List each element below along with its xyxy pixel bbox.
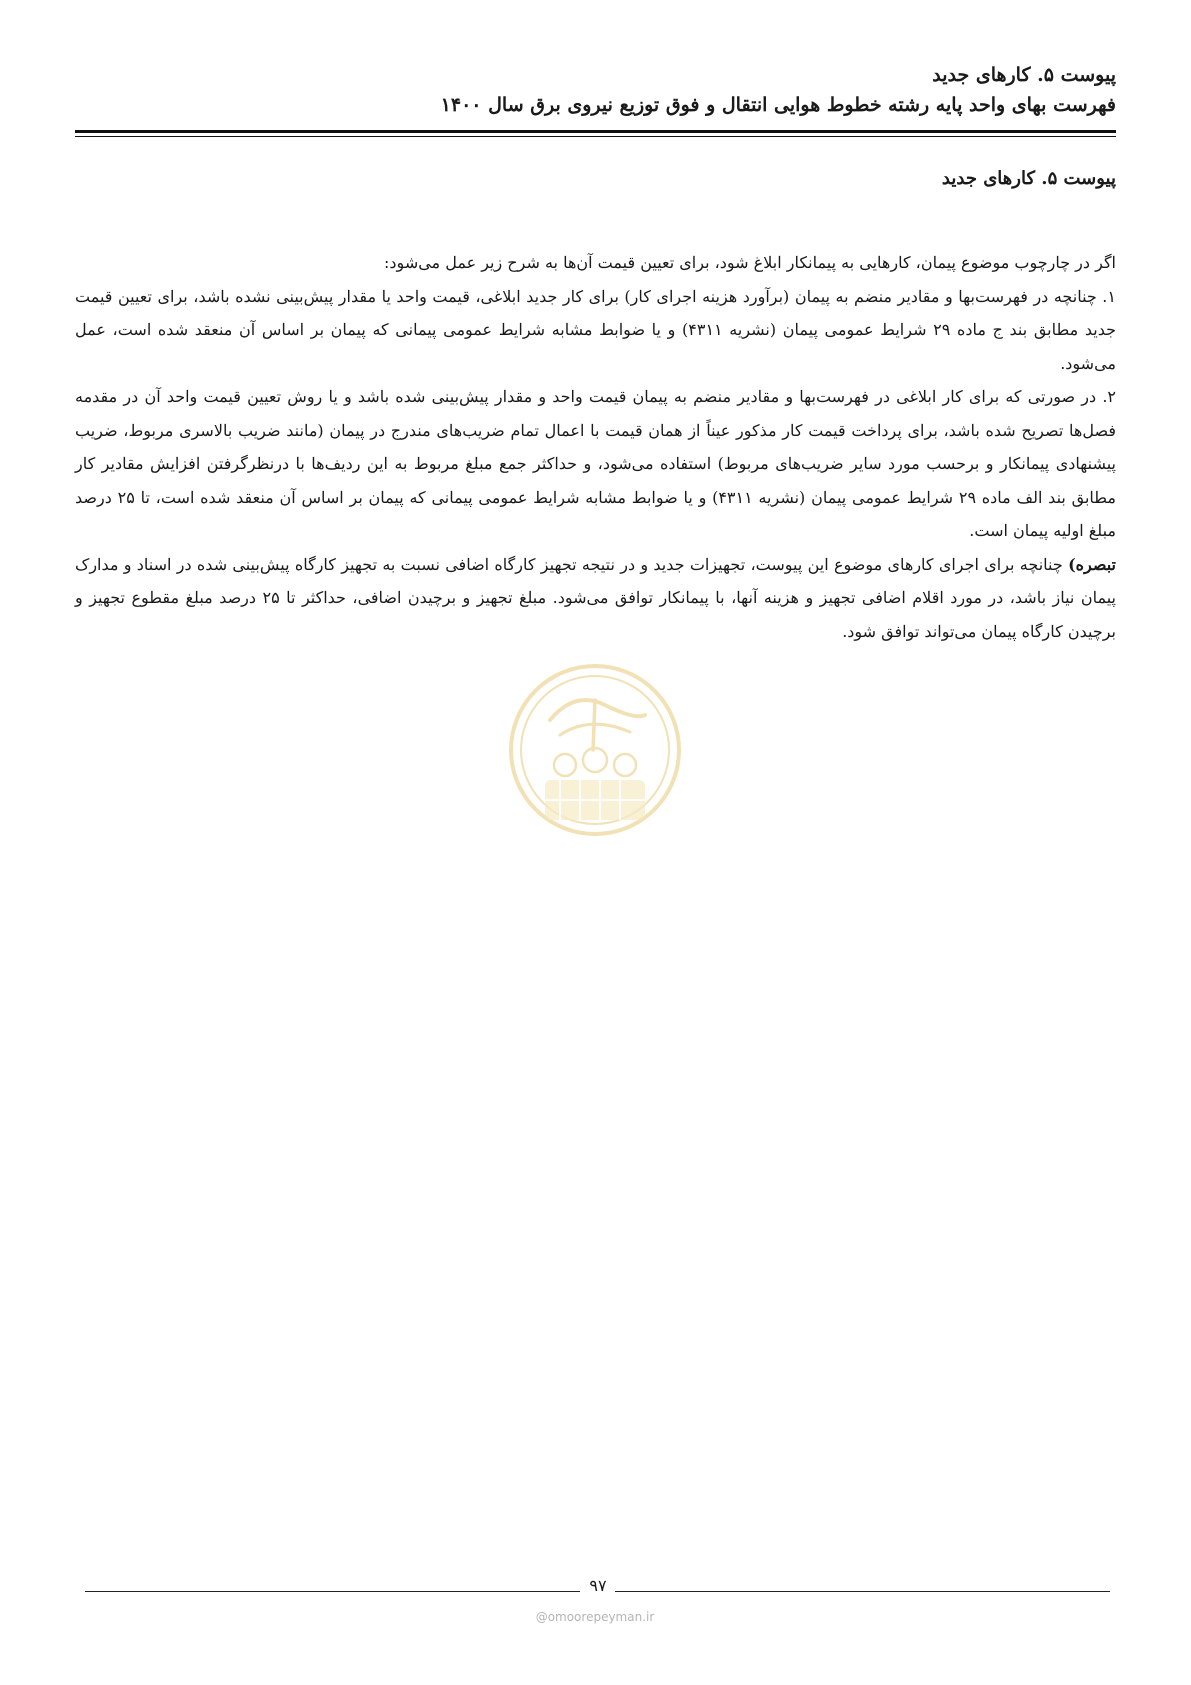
seal-logo-icon — [505, 660, 685, 840]
note-text: چنانچه برای اجرای کارهای موضوع این پیوست، تجهیزات جدید و در نتیجه تجهیز کارگاه اضافی نسبت به تجهیز کارگاه پیش‌بینی شده در اسناد و مدارک پیمان نیاز باشد، در مورد اقلام اضافی تجهیز و هزینه آنها، با پیمانکار توافق می‌شود. مبلغ تجهیز و برچیدن اضافی، حداکثر تا ۲۵ درصد مبلغ مقطوع تجهیز و برچیدن کارگاه پیمان می‌تواند توافق شود. — [75, 554, 1116, 641]
item-1-paragraph: ۱. چنانچه در فهرست‌بها و مقادیر منضم به پیمان (برآورد هزینه اجرای کار) برای کار جدید ابلاغی، قیمت واحد یا مقدار پیش‌بینی نشده باشد، برای تعیین قیمت جدید مطابق بند ج ماده ۲۹ شرایط عمومی پیمان (نشریه ۴۳۱۱) و یا ضوابط مشابه شرایط عمومی پیمانی که پیمان بر اساس آن منعقد شده است، عمل می‌شود. — [75, 286, 1116, 373]
note-label: تبصره) — [1068, 554, 1116, 574]
header-appendix-title: پیوست ۵. کارهای جدید — [932, 64, 1116, 86]
watermark-seal-graphic — [505, 660, 685, 840]
section-title: پیوست ۵. کارهای جدید — [941, 168, 1116, 189]
header-rule-thin — [75, 136, 1116, 137]
header-rule-thick — [75, 130, 1116, 133]
note-paragraph — [75, 548, 1116, 649]
item-2-paragraph: ۲. در صورتی که برای کار ابلاغی در فهرست‌بها و مقادیر منضم به پیمان قیمت واحد و مقدار پیش‌بینی شده باشد و یا روش تعیین قیمت واحد آن در مقدمه فصل‌ها تصریح شده باشد، برای پرداخت قیمت کار مذکور عیناً از همان قیمت با اعمال تمام ضریب‌های مندرج در پیمان (مانند ضریب بالاسری مربوط، ضریب پیشنهادی پیمانکار و برحسب مورد سایر ضریب‌های مربوط) استفاده می‌شود، و حداکثر جمع مبلغ مربوط به این ردیف‌ها با درنظرگرفتن افزایش مقادیر کار مطابق بند الف ماده ۲۹ شرایط عمومی پیمان (نشریه ۴۳۱۱) و یا ضوابط مشابه شرایط عمومی پیمانی که پیمان بر اساس آن منعقد شده است، تا ۲۵ درصد مبلغ اولیه پیمان است. — [75, 387, 1117, 540]
body-text — [75, 246, 1116, 648]
page-header — [75, 60, 1116, 120]
footer-site-watermark: @omoorepeyman.ir — [535, 1610, 655, 1624]
intro-paragraph: اگر در چارچوب موضوع پیمان، کارهایی به پیمانکار ابلاغ شود، برای تعیین قیمت آن‌ها به شرح زیر عمل می‌شود: — [384, 253, 1116, 272]
page-number: ۹۷ — [589, 1576, 607, 1595]
header-document-title: فهرست بهای واحد پایه رشته خطوط هوایی انتقال و فوق توزیع نیروی برق سال ۱۴۰۰ — [440, 94, 1116, 116]
footer-rule-left — [85, 1591, 580, 1592]
footer-rule-right — [615, 1591, 1110, 1592]
